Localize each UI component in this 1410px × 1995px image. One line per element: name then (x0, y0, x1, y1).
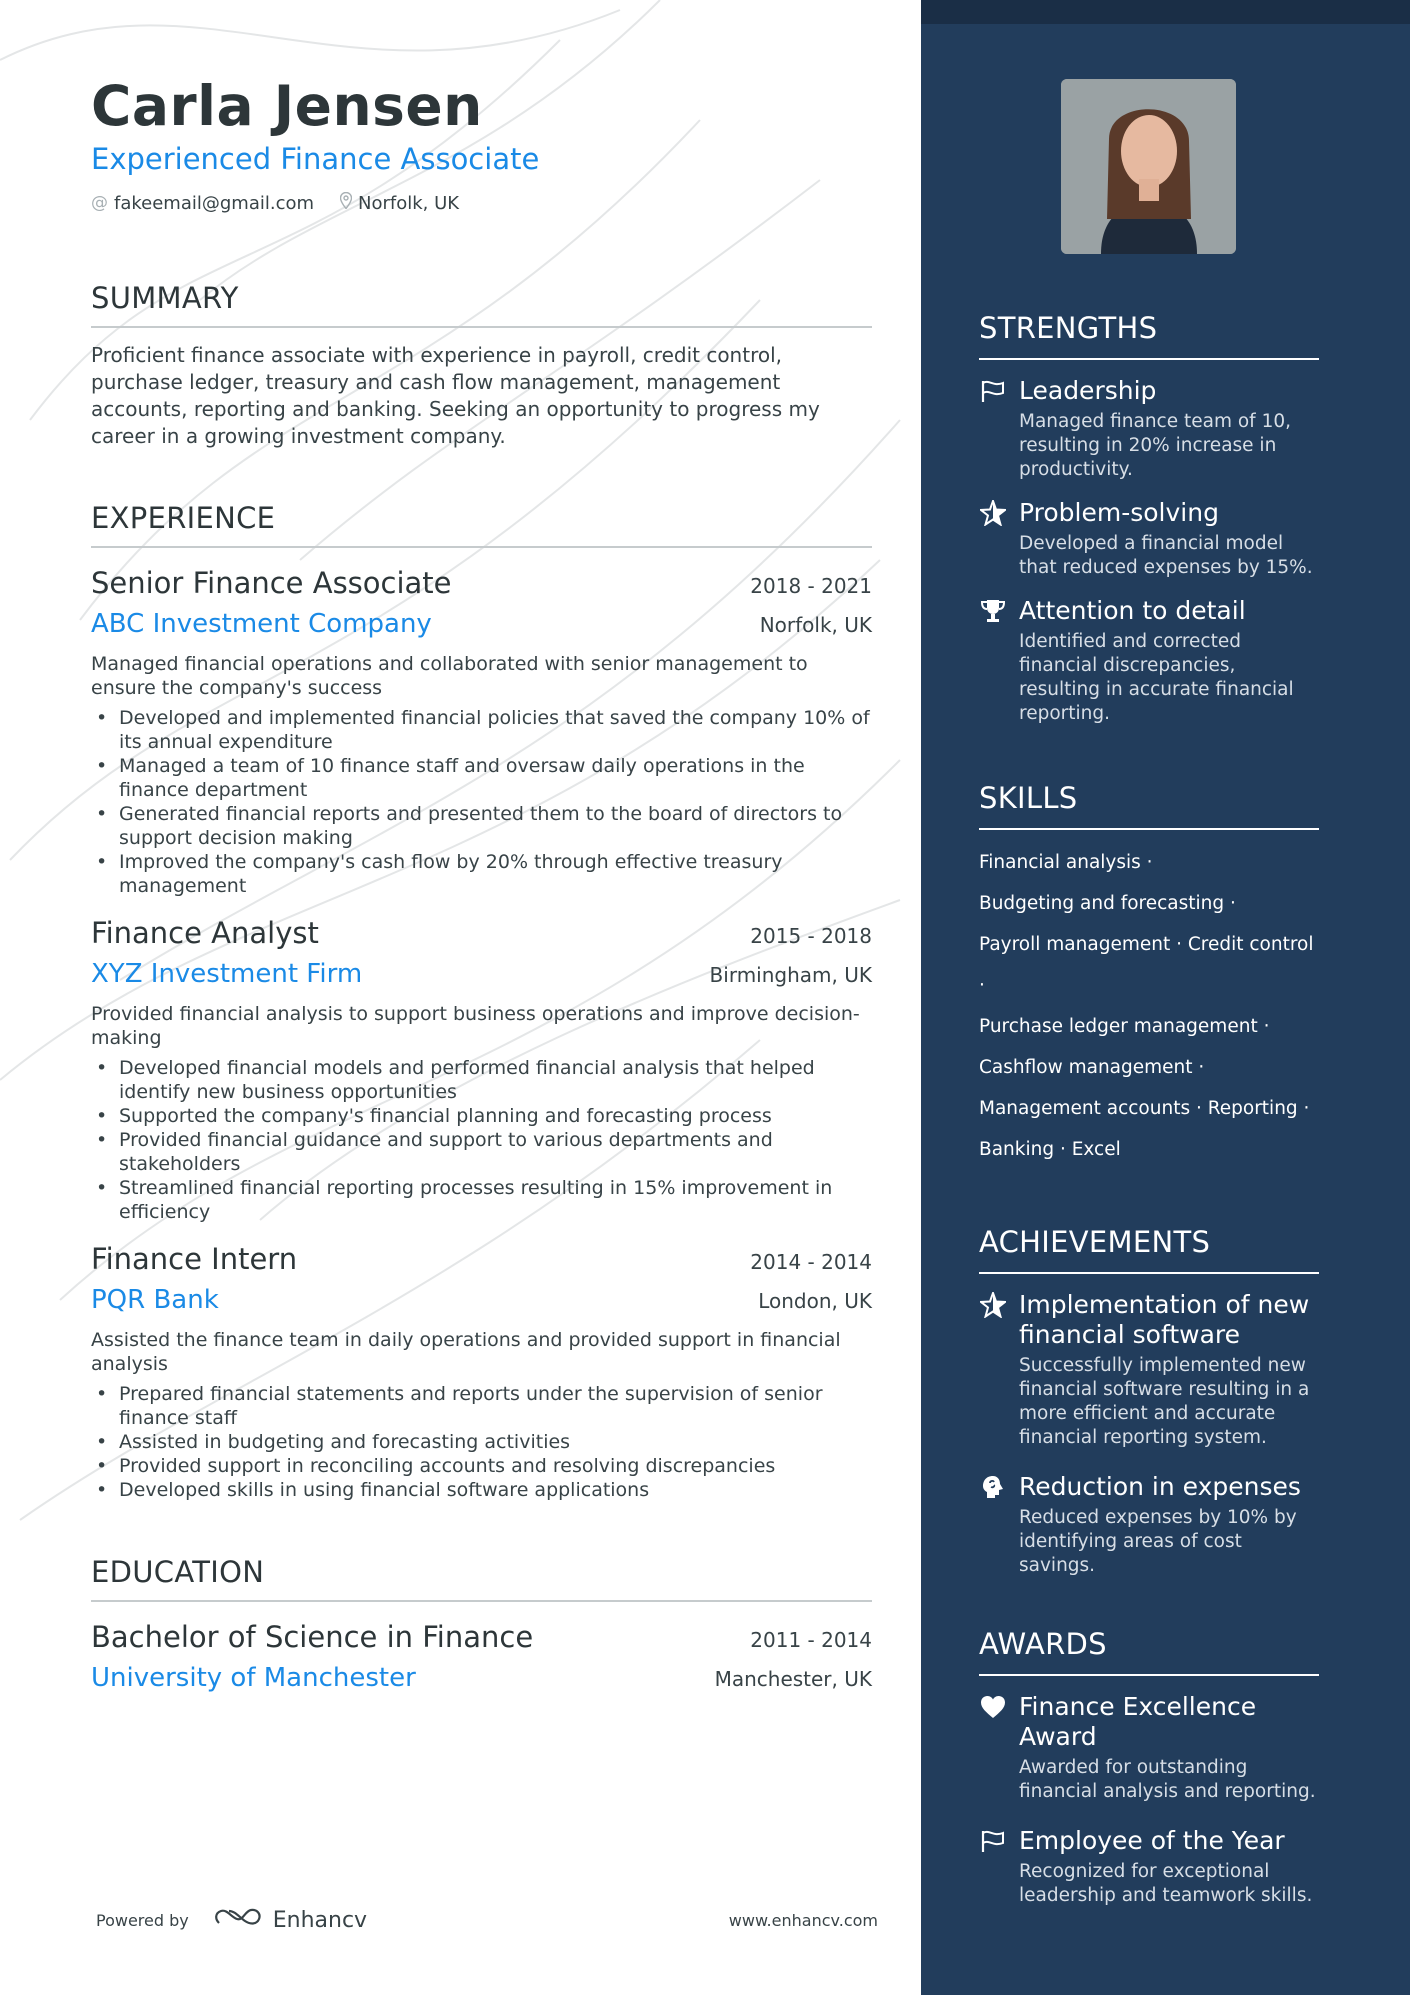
job-bullet: • Provided support in reconciling accounts and resolving discrepancies (91, 1454, 872, 1478)
education-dates: 2011 - 2014 (750, 1628, 872, 1652)
job-location: Birmingham, UK (709, 963, 872, 987)
summary-title: SUMMARY (91, 280, 872, 328)
strength-desc: Developed a financial model that reduced expenses by 15%. (1019, 533, 1313, 578)
job-bullets (91, 706, 872, 898)
location-text: Norfolk, UK (358, 192, 460, 214)
achievement-desc: Reduced expenses by 10% by identifying areas of cost savings. (1019, 1507, 1297, 1576)
job-bullet: • Developed skills in using financial software applications (91, 1478, 872, 1502)
job-location: London, UK (758, 1289, 872, 1313)
skill-line: Cashflow management · (979, 1057, 1205, 1078)
job-title: Senior Finance Associate (91, 566, 452, 600)
award-title: Employee of the Year (1019, 1826, 1285, 1855)
trophy-icon (979, 596, 1007, 626)
job-title: Finance Analyst (91, 916, 319, 950)
award-item (979, 1826, 1319, 1908)
job-entry (91, 1240, 872, 1502)
skill-line: Banking · Excel (979, 1139, 1121, 1160)
job-bullet: • Managed a team of 10 finance staff and oversaw daily operations in the finance department (91, 754, 872, 802)
brand-name: Enhancv (272, 1907, 368, 1933)
strength-item (979, 596, 1319, 726)
job-dates: 2018 - 2021 (750, 574, 872, 598)
job-bullet: • Prepared financial statements and reports under the supervision of senior finance staff (91, 1382, 872, 1430)
strength-title: Attention to detail (1019, 596, 1246, 625)
job-bullet: • Provided financial guidance and support to various departments and stakeholders (91, 1128, 872, 1176)
job-title: Finance Intern (91, 1242, 298, 1276)
job-description: Assisted the finance team in daily operations and provided support in financial analysis (91, 1329, 841, 1375)
job-description: Provided financial analysis to support business operations and improve decision-making (91, 1003, 860, 1049)
award-desc: Awarded for outstanding financial analysis and reporting. (1019, 1757, 1316, 1802)
job-entry (91, 914, 872, 1224)
degree-title: Bachelor of Science in Finance (91, 1620, 534, 1654)
enhancv-brand[interactable] (215, 1905, 367, 1935)
awards-title: AWARDS (979, 1624, 1319, 1676)
strength-item (979, 498, 1319, 580)
strengths-title: STRENGTHS (979, 308, 1319, 360)
at-icon: @ (91, 193, 108, 213)
flag-icon (979, 1826, 1007, 1856)
job-location: Norfolk, UK (759, 613, 872, 637)
strength-desc: Identified and corrected financial discrepancies, resulting in accurate financial reporting. (1019, 631, 1294, 724)
strength-desc: Managed finance team of 10, resulting in 20% increase in productivity. (1019, 411, 1291, 480)
job-bullet: • Developed and implemented financial policies that saved the company 10% of its annual expenditure (91, 706, 872, 754)
brain-icon (979, 1472, 1007, 1502)
job-company: ABC Investment Company (91, 609, 432, 639)
job-dates: 2015 - 2018 (750, 924, 872, 948)
award-title: Finance Excellence Award (1019, 1692, 1257, 1751)
job-dates: 2014 - 2014 (750, 1250, 872, 1274)
achievement-title: Reduction in expenses (1019, 1472, 1301, 1501)
job-bullet: • Improved the company's cash flow by 20% through effective treasury management (91, 850, 872, 898)
enhancv-logo-icon (215, 1905, 263, 1935)
job-company: XYZ Investment Firm (91, 959, 363, 989)
footer (96, 1905, 878, 1935)
strength-item (979, 376, 1319, 482)
profile-photo (1061, 79, 1236, 254)
location-pin-icon (340, 192, 352, 214)
powered-by (96, 1905, 367, 1935)
strength-title: Problem-solving (1019, 498, 1219, 527)
skill-line: Payroll management · Credit control · (979, 934, 1314, 996)
contact-info (91, 192, 872, 214)
skill-line: Budgeting and forecasting · (979, 893, 1236, 914)
education-section (91, 1554, 872, 1696)
location-contact (340, 192, 459, 214)
skill-line: Purchase ledger management · (979, 1016, 1270, 1037)
flag-icon (979, 376, 1007, 406)
school-name: University of Manchester (91, 1663, 416, 1693)
skill-line: Financial analysis · (979, 852, 1153, 873)
education-entry (91, 1618, 872, 1696)
job-entry (91, 564, 872, 898)
candidate-role: Experienced Finance Associate (91, 142, 540, 176)
heart-icon (979, 1692, 1007, 1722)
star-icon (979, 498, 1007, 528)
achievements-section (979, 1222, 1319, 1578)
powered-by-label: Powered by (96, 1910, 189, 1930)
email-contact[interactable] (91, 193, 314, 214)
achievement-desc: Successfully implemented new financial software resulting in a more efficient and accurate financial reporting system. (1019, 1355, 1310, 1448)
email-text: fakeemail@gmail.com (114, 192, 315, 214)
sidebar-content (979, 308, 1319, 1908)
achievement-item (979, 1472, 1319, 1578)
sidebar (921, 0, 1410, 1995)
job-bullet: • Generated financial reports and presented them to the board of directors to support decision making (91, 802, 872, 850)
skills-list (979, 842, 1319, 1170)
sidebar-top-bar (921, 0, 1410, 24)
job-description: Managed financial operations and collaborated with senior management to ensure the company's success (91, 653, 808, 699)
experience-title: EXPERIENCE (91, 500, 872, 548)
achievement-item (979, 1290, 1319, 1450)
summary-section (91, 280, 872, 450)
school-location: Manchester, UK (714, 1667, 872, 1691)
job-bullet: • Developed financial models and performed financial analysis that helped identify new business opportunities (91, 1056, 872, 1104)
job-bullet: • Streamlined financial reporting processes resulting in 15% improvement in efficiency (91, 1176, 872, 1224)
summary-text: Proficient finance associate with experience in payroll, credit control, purchase ledger, treasury and cash flow management, management accounts, reporting and banking. Seeking an opportunity to progress my career in a growing investment company. (91, 343, 820, 448)
education-title: EDUCATION (91, 1554, 872, 1602)
job-bullet: • Assisted in budgeting and forecasting activities (91, 1430, 872, 1454)
job-company: PQR Bank (91, 1285, 219, 1315)
candidate-name: Carla Jensen (91, 74, 483, 138)
skill-line: Management accounts · Reporting · (979, 1098, 1310, 1119)
achievements-title: ACHIEVEMENTS (979, 1222, 1319, 1274)
skills-section (979, 778, 1319, 1170)
star-icon (979, 1290, 1007, 1320)
website-link[interactable]: www.enhancv.com (728, 1910, 878, 1930)
job-bullets (91, 1382, 872, 1502)
award-desc: Recognized for exceptional leadership and teamwork skills. (1019, 1861, 1313, 1906)
skills-title: SKILLS (979, 778, 1319, 830)
strength-title: Leadership (1019, 376, 1157, 405)
experience-section (91, 500, 872, 1502)
achievement-title: Implementation of new financial software (1019, 1290, 1310, 1349)
job-bullets (91, 1056, 872, 1224)
strengths-section (979, 308, 1319, 726)
awards-section (979, 1624, 1319, 1908)
award-item (979, 1692, 1319, 1804)
job-bullet: • Supported the company's financial planning and forecasting process (91, 1104, 872, 1128)
